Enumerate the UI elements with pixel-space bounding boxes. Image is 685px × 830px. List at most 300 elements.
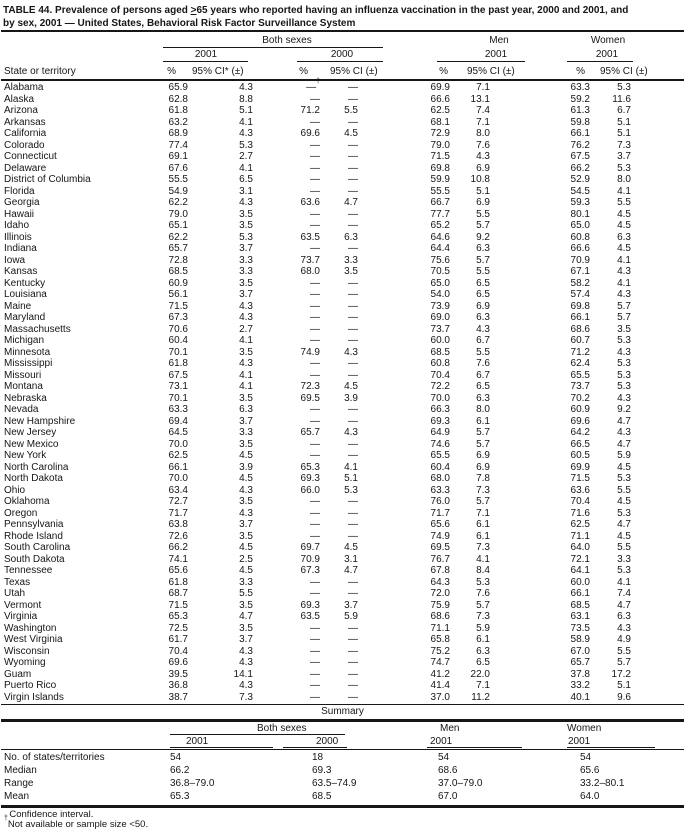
value-cell: 54.5 — [570, 185, 590, 197]
value-cell: 4.1 — [239, 162, 253, 174]
summary-year-2000-both: 2000 — [316, 736, 339, 747]
footnote: * Confidence interval. — [4, 804, 94, 820]
state-cell: Arkansas — [4, 116, 46, 128]
value-cell: 4.5 — [344, 542, 358, 554]
value-cell: 4.1 — [476, 553, 490, 565]
value-cell: 65.3 — [168, 611, 188, 623]
value-cell: 68.5 — [570, 599, 590, 611]
value-cell: 71.6 — [570, 507, 590, 519]
value-cell: 5.1 — [617, 680, 631, 692]
value-cell: 72.7 — [168, 496, 188, 508]
spacer-cell — [631, 577, 679, 589]
header-divider — [1, 79, 684, 81]
state-cell: Kentucky — [4, 277, 46, 289]
value-cell: 5.1 — [239, 105, 253, 117]
value-cell: 79.0 — [430, 139, 450, 151]
value-cell: 72.3 — [300, 381, 320, 393]
value-cell: 59.9 — [430, 174, 450, 186]
value-cell: 68.5 — [430, 346, 450, 358]
table-row — [4, 393, 679, 405]
value-cell: — — [348, 691, 358, 703]
spacer-cell — [631, 496, 679, 508]
state-cell: Idaho — [4, 220, 30, 232]
value-cell: 68.0 — [300, 266, 320, 278]
value-cell: — — [310, 415, 320, 427]
value-cell: 14.1 — [233, 668, 253, 680]
value-cell: 3.9 — [239, 461, 253, 473]
value-cell: 62.4 — [570, 358, 590, 370]
table-row — [4, 140, 679, 152]
table-row — [4, 473, 679, 485]
value-cell: 67.8 — [430, 565, 450, 577]
value-cell: 3.3 — [344, 254, 358, 266]
value-cell: 4.3 — [476, 323, 490, 335]
state-cell: Ohio — [4, 484, 26, 496]
spacer-cell — [631, 600, 679, 612]
spacer-cell — [631, 128, 679, 140]
state-cell: Georgia — [4, 197, 40, 209]
spacer-cell — [631, 174, 679, 186]
value-cell: 5.3 — [617, 381, 631, 393]
state-cell: Alaska — [4, 93, 35, 105]
state-cell: Iowa — [4, 254, 26, 266]
value-cell: 4.5 — [617, 496, 631, 508]
value-cell: — — [310, 438, 320, 450]
value-cell: 4.3 — [617, 622, 631, 634]
value-cell: 72.0 — [430, 588, 450, 600]
value-cell: 67.3 — [300, 565, 320, 577]
value-cell: 65.5 — [430, 450, 450, 462]
value-cell: 5.5 — [617, 197, 631, 209]
value-cell: 71.1 — [430, 622, 450, 634]
value-cell: — — [310, 93, 320, 105]
spacer-cell — [631, 220, 679, 232]
value-cell: 69.6 — [168, 657, 188, 669]
table-row — [4, 209, 679, 221]
table-row — [4, 105, 679, 117]
spacer-cell — [631, 289, 679, 301]
summary-table — [4, 751, 679, 804]
value-cell: 3.7 — [239, 289, 253, 301]
value-cell: 2.7 — [239, 323, 253, 335]
value-cell: 4.3 — [239, 507, 253, 519]
spacer-cell — [631, 634, 679, 646]
value-cell: 6.3 — [617, 231, 631, 243]
col-year-2000-both: 2000 — [330, 49, 354, 60]
summary-header-divider — [1, 749, 684, 750]
table-row — [4, 358, 679, 370]
value-cell: 7.3 — [617, 139, 631, 151]
value-cell: 69.9 — [570, 461, 590, 473]
pct-header: % — [299, 66, 308, 77]
value-cell: 72.9 — [430, 128, 450, 140]
value-cell: — — [310, 496, 320, 508]
value-cell: 3.7 — [344, 599, 358, 611]
value-cell: 74.9 — [300, 346, 320, 358]
summary-label-cell: No. of states/territories — [4, 751, 105, 763]
value-cell: 5.3 — [617, 82, 631, 94]
value-cell: 4.5 — [239, 473, 253, 485]
ci-header: 95% CI (±) — [330, 66, 378, 77]
value-cell: 6.5 — [476, 289, 490, 301]
value-cell: 5.3 — [617, 565, 631, 577]
state-cell: Delaware — [4, 162, 47, 174]
value-cell: — — [348, 438, 358, 450]
value-cell: 63.2 — [168, 116, 188, 128]
value-cell: 3.5 — [344, 266, 358, 278]
value-cell: 4.5 — [239, 542, 253, 554]
value-cell: — — [310, 668, 320, 680]
value-cell: — — [348, 680, 358, 692]
state-cell: Oregon — [4, 507, 38, 519]
value-cell: 64.6 — [430, 231, 450, 243]
value-cell: 65.6 — [168, 565, 188, 577]
value-cell: 70.4 — [168, 645, 188, 657]
value-cell: — — [348, 289, 358, 301]
state-cell: Alabama — [4, 82, 44, 94]
value-cell: 55.5 — [430, 185, 450, 197]
value-cell: 3.5 — [239, 530, 253, 542]
value-cell: — — [348, 507, 358, 519]
value-cell: — — [310, 174, 320, 186]
spacer-cell — [631, 531, 679, 543]
value-cell: 71.2 — [570, 346, 590, 358]
summary-group-men: Men — [440, 723, 460, 734]
value-cell: 4.3 — [617, 289, 631, 301]
value-cell: 5.3 — [344, 484, 358, 496]
value-cell: — — [348, 450, 358, 462]
value-cell: — — [310, 243, 320, 255]
value-cell: — — [348, 404, 358, 416]
value-cell: — — [310, 507, 320, 519]
value-cell: — — [348, 312, 358, 324]
table-row — [4, 680, 679, 692]
summary-value-cell: 54 — [438, 751, 450, 763]
value-cell: 6.3 — [476, 645, 490, 657]
value-cell: 61.8 — [168, 576, 188, 588]
state-cell: Louisiana — [4, 289, 47, 301]
value-cell: 60.8 — [430, 358, 450, 370]
table-row — [4, 289, 679, 301]
summary-value-cell: 54 — [170, 751, 182, 763]
state-cell: New Jersey — [4, 427, 57, 439]
value-cell: 4.5 — [617, 461, 631, 473]
state-cell: North Carolina — [4, 461, 69, 473]
value-cell: 71.5 — [168, 599, 188, 611]
value-cell: 3.5 — [239, 438, 253, 450]
value-cell: 56.1 — [168, 289, 188, 301]
value-cell: 71.7 — [430, 507, 450, 519]
value-cell: 3.3 — [239, 576, 253, 588]
table-row — [4, 174, 679, 186]
table-row — [4, 450, 679, 462]
state-cell: Nevada — [4, 404, 39, 416]
value-cell: — — [348, 300, 358, 312]
spacer-cell — [631, 657, 679, 669]
value-cell: — — [348, 277, 358, 289]
value-cell: 70.2 — [570, 392, 590, 404]
state-cell: Tennessee — [4, 565, 53, 577]
value-cell: 6.9 — [476, 461, 490, 473]
value-cell: 70.9 — [300, 553, 320, 565]
value-cell: — — [310, 576, 320, 588]
value-cell: — — [310, 208, 320, 220]
value-cell: — — [348, 335, 358, 347]
state-cell: North Dakota — [4, 473, 63, 485]
value-cell: 4.1 — [344, 461, 358, 473]
state-cell: Missouri — [4, 369, 42, 381]
value-cell: — — [348, 634, 358, 646]
year-underline — [283, 747, 347, 748]
value-cell: 5.7 — [617, 300, 631, 312]
value-cell: 4.5 — [617, 530, 631, 542]
value-cell: — — [310, 358, 320, 370]
value-cell: 62.8 — [168, 93, 188, 105]
state-cell: Guam — [4, 668, 32, 680]
state-cell: Illinois — [4, 231, 32, 243]
summary-value-cell: 54 — [580, 751, 592, 763]
value-cell: 7.3 — [239, 691, 253, 703]
value-cell: 8.8 — [239, 93, 253, 105]
value-cell: 69.5 — [430, 542, 450, 554]
value-cell: 2.7 — [239, 151, 253, 163]
value-cell: 69.7 — [300, 542, 320, 554]
summary-title: Summary — [321, 706, 364, 717]
value-cell: 69.3 — [430, 415, 450, 427]
value-cell: — — [348, 358, 358, 370]
value-cell: 5.9 — [617, 450, 631, 462]
value-cell: 7.1 — [476, 507, 490, 519]
summary-value-cell: 64.0 — [580, 791, 600, 803]
state-cell: Montana — [4, 381, 43, 393]
state-cell: California — [4, 128, 47, 140]
value-cell: 74.7 — [430, 657, 450, 669]
summary-value-cell: 18 — [312, 751, 324, 763]
table-row — [4, 565, 679, 577]
value-cell: — — [348, 530, 358, 542]
value-cell: 55.5 — [168, 174, 188, 186]
value-cell: 5.3 — [617, 473, 631, 485]
value-cell: 63.8 — [168, 519, 188, 531]
value-cell: 67.5 — [570, 151, 590, 163]
value-cell: 3.5 — [617, 323, 631, 335]
value-cell: 3.5 — [239, 277, 253, 289]
spacer-cell — [631, 450, 679, 462]
value-cell: — — [348, 93, 358, 105]
value-cell: — — [310, 691, 320, 703]
value-cell: 76.0 — [430, 496, 450, 508]
value-cell: 5.5 — [617, 542, 631, 554]
value-cell: 5.1 — [476, 185, 490, 197]
value-cell: 66.1 — [570, 312, 590, 324]
value-cell: 70.0 — [168, 473, 188, 485]
value-cell: 6.5 — [476, 277, 490, 289]
state-cell: Washington — [4, 622, 57, 634]
state-cell: Pennsylvania — [4, 519, 64, 531]
value-cell: 41.4 — [430, 680, 450, 692]
pct-header: % — [439, 66, 448, 77]
value-cell: 7.6 — [476, 358, 490, 370]
value-cell: 6.9 — [476, 197, 490, 209]
value-cell: 71.7 — [168, 507, 188, 519]
value-cell: 77.7 — [430, 208, 450, 220]
value-cell: 59.8 — [570, 116, 590, 128]
value-cell: 61.8 — [168, 105, 188, 117]
value-cell: 75.9 — [430, 599, 450, 611]
value-cell: — — [310, 450, 320, 462]
value-cell: 41.2 — [430, 668, 450, 680]
spacer-cell — [631, 519, 679, 531]
value-cell: 8.4 — [476, 565, 490, 577]
spacer-cell — [631, 439, 679, 451]
state-cell: Arizona — [4, 105, 38, 117]
value-cell: 4.3 — [239, 657, 253, 669]
spacer-cell — [631, 485, 679, 497]
summary-label-cell: Median — [4, 764, 37, 776]
value-cell: 75.2 — [430, 645, 450, 657]
value-cell: 5.5 — [476, 208, 490, 220]
spacer-cell — [631, 151, 679, 163]
value-cell: 66.2 — [570, 162, 590, 174]
value-cell: 5.7 — [476, 599, 490, 611]
value-cell: 73.5 — [570, 622, 590, 634]
value-cell: — — [348, 645, 358, 657]
table-row — [4, 634, 679, 646]
value-cell: 69.0 — [430, 312, 450, 324]
value-cell: 5.9 — [476, 622, 490, 634]
value-cell: 8.0 — [476, 128, 490, 140]
value-cell: — — [310, 588, 320, 600]
spacer-cell — [631, 692, 679, 704]
spacer-cell — [631, 611, 679, 623]
value-cell: 4.3 — [617, 266, 631, 278]
table-row — [4, 427, 679, 439]
value-cell: 5.7 — [476, 427, 490, 439]
value-cell: 6.7 — [476, 335, 490, 347]
value-cell: 4.3 — [344, 427, 358, 439]
value-cell: 4.3 — [239, 312, 253, 324]
value-cell: 4.7 — [617, 438, 631, 450]
col-group-women: Women — [590, 35, 626, 46]
value-cell: 72.6 — [168, 530, 188, 542]
value-cell: 60.0 — [570, 576, 590, 588]
summary-year-2001-men: 2001 — [430, 736, 453, 747]
table-row — [4, 381, 679, 393]
value-cell: 5.5 — [344, 105, 358, 117]
summary-group-women: Women — [567, 723, 602, 734]
value-cell: 6.7 — [476, 369, 490, 381]
state-cell: Colorado — [4, 139, 45, 151]
state-cell: Massachusetts — [4, 323, 71, 335]
spacer-cell — [631, 427, 679, 439]
value-cell: — — [310, 323, 320, 335]
value-cell: 4.1 — [239, 381, 253, 393]
value-cell: 70.1 — [168, 346, 188, 358]
value-cell: 5.1 — [344, 473, 358, 485]
value-cell: 4.3 — [239, 484, 253, 496]
state-col-header: State or territory — [4, 66, 76, 77]
spacer-cell — [631, 669, 679, 681]
value-cell: 6.9 — [476, 300, 490, 312]
both-sexes-underline — [170, 734, 345, 735]
value-cell: 61.8 — [168, 358, 188, 370]
value-cell: 76.7 — [430, 553, 450, 565]
value-cell: 69.9 — [430, 82, 450, 94]
value-cell: 4.3 — [239, 680, 253, 692]
state-cell: New Hampshire — [4, 415, 76, 427]
state-cell: South Dakota — [4, 553, 65, 565]
value-cell: 3.5 — [239, 220, 253, 232]
table-row — [4, 312, 679, 324]
value-cell: — — [310, 335, 320, 347]
value-cell: 80.1 — [570, 208, 590, 220]
value-cell: 79.0 — [168, 208, 188, 220]
value-cell: — — [310, 369, 320, 381]
spacer-cell — [631, 588, 679, 600]
value-cell: 66.3 — [430, 404, 450, 416]
spacer-cell — [631, 140, 679, 152]
table-row — [4, 301, 679, 313]
value-cell: 66.7 — [430, 197, 450, 209]
value-cell: 5.3 — [617, 162, 631, 174]
value-cell: 33.2 — [570, 680, 590, 692]
value-cell: 5.7 — [617, 657, 631, 669]
value-cell: 62.2 — [168, 231, 188, 243]
value-cell: 69.8 — [430, 162, 450, 174]
value-cell: 5.7 — [476, 254, 490, 266]
table-row — [4, 278, 679, 290]
value-cell: 4.5 — [617, 243, 631, 255]
value-cell: 40.1 — [570, 691, 590, 703]
state-cell: Vermont — [4, 599, 42, 611]
value-cell: 72.8 — [168, 254, 188, 266]
value-cell: 17.2 — [611, 668, 631, 680]
value-cell: 4.1 — [617, 185, 631, 197]
value-cell: 7.1 — [476, 82, 490, 94]
table-title-line1: TABLE 44. Prevalence of persons aged >65 years who reported having an influenza vaccination in the past year, 2000 and 2001, and — [3, 5, 629, 16]
summary-top-divider — [1, 704, 684, 705]
value-cell: 60.4 — [168, 335, 188, 347]
value-cell: 66.0 — [300, 484, 320, 496]
state-cell: Nebraska — [4, 392, 47, 404]
value-cell: 5.7 — [476, 496, 490, 508]
value-cell: 7.3 — [476, 611, 490, 623]
value-cell: 67.0 — [570, 645, 590, 657]
value-cell: 73.1 — [168, 381, 188, 393]
value-cell: 36.8 — [168, 680, 188, 692]
value-cell: 63.6 — [300, 197, 320, 209]
value-cell: — — [310, 220, 320, 232]
summary-group-both-sexes: Both sexes — [257, 723, 307, 734]
value-cell: 68.9 — [168, 128, 188, 140]
value-cell: 3.3 — [239, 254, 253, 266]
value-cell: — — [310, 277, 320, 289]
summary-value-cell: 63.5–74.9 — [312, 777, 357, 789]
year-underline — [163, 61, 248, 62]
table-row — [4, 370, 679, 382]
value-cell: 54.9 — [168, 185, 188, 197]
value-cell: 59.2 — [570, 93, 590, 105]
value-cell: 73.7 — [300, 254, 320, 266]
table-row — [4, 347, 679, 359]
dagger-marker: † — [4, 814, 8, 822]
state-data-table — [4, 77, 679, 703]
table-row — [4, 669, 679, 681]
col-year-2001-women: 2001 — [595, 49, 619, 60]
state-cell: Maryland — [4, 312, 46, 324]
value-cell: 4.1 — [617, 277, 631, 289]
state-cell: New Mexico — [4, 438, 59, 450]
